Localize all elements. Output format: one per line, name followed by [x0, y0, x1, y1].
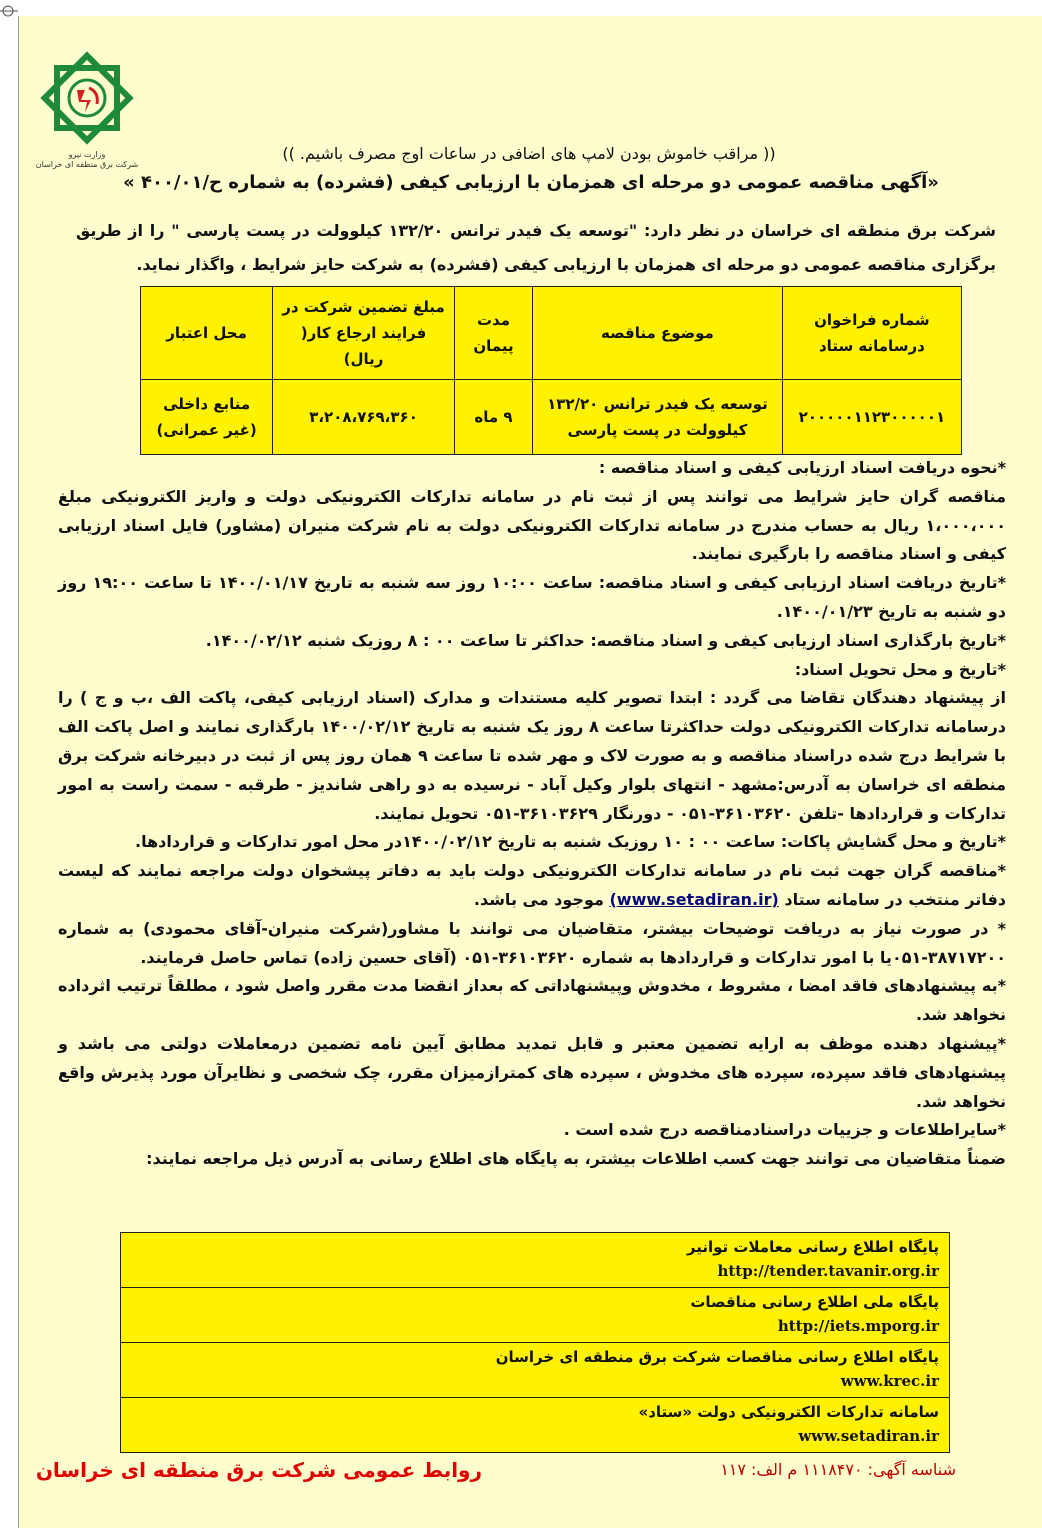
list-item: [121, 1343, 950, 1398]
documents-paragraph: مناقصه گران حایز شرایط می توانند پس از ثبت نام در سامانه تدارکات الکترونیکی دولت و واریز الکترونیکی مبلغ ۱،۰۰۰،۰۰۰ ریال به حساب مندرج در سامانه تدارکات الکترونیکی دولت به نام شرکت منیران (مشاور) فایل اسناد ارزیابی کیفی و اسناد مناقصه را بارگیری نمایند.: [58, 486, 1006, 564]
company-logo: [35, 48, 139, 178]
invalid-bids-paragraph: *به پیشنهادهای فاقد امضا ، مشروط ، مخدوش وپیشنهاداتی که بعداز انقضا مدت مقرر واصل شود ، مطلقاً ترتیب اثرداده نخواهد شد.: [58, 976, 1006, 1025]
list-item: [121, 1233, 950, 1288]
portal-name: پایگاه اطلاع رسانی معاملات توانیر: [686, 1238, 939, 1256]
receive-date-paragraph: *تاریخ دریافت اسناد ارزیابی کیفی و اسناد مناقصه: ساعت ۱۰:۰۰ روز سه شنبه به تاریخ ۱۴۰۰/۰۱/۱۷ تا ساعت ۱۹:۰۰ روز دو شنبه به تاریخ ۱۴۰۰/۰۱/۲۳.: [58, 573, 1007, 621]
notice-body: [58, 454, 1006, 1174]
cell-credit: منابع داخلی (غیر عمرانی): [141, 380, 273, 455]
portals-intro: ضمناً متقاضیان می توانند جهت کسب اطلاعات بیشتر، به پایگاه های اطلاع رسانی به آدرس ذیل مراجعه نمایند:: [146, 1149, 1006, 1169]
portal-name: سامانه تدارکات الکترونیکی دولت «ستاد»: [638, 1403, 939, 1421]
registration-text-end: موجود می باشد.: [473, 889, 610, 909]
cell-number: ۲۰۰۰۰۰۱۱۲۳۰۰۰۰۰۱: [782, 380, 961, 455]
registration-text: *مناقصه گران جهت ثبت نام در سامانه تدارکات الکترونیکی دولت باید به دفاتر پیشخوان دولت مراجعه نمایند که لیست دفاتر منتخب در سامانه ستاد: [58, 861, 1006, 909]
setadiran-link[interactable]: (www.setadiran.ir): [609, 889, 779, 909]
registration-paragraph: [58, 857, 1006, 915]
details-paragraph: *سایراطلاعات و جزییات دراسنادمناقصه درج شده است .: [563, 1120, 1006, 1140]
delivery-heading: *تاریخ و محل تحویل اسناد:: [794, 659, 1006, 679]
guarantee-paragraph: *پیشنهاد دهنده موظف به ارایه تضمین معتبر و قابل تمدید مطابق آیین نامه تضمین درمعاملات دولتی می باشد و پیشنهادهای فاقد سپرده، سپرده های مخدوش ، سپرده های کمترازمیزان مقرر، چک شخصی و نظایرآن مورد پذیرش واقع نخواهد شد.: [58, 1033, 1006, 1111]
notice-title: «آگهی مناقصه عمومی دو مرحله ای همزمان با ارزیابی کیفی (فشرده) به شماره ح/۴۰۰/۰۱ »: [123, 172, 939, 193]
header-subject: موضوع مناقصه: [533, 287, 783, 380]
crosshair-icon: [0, 4, 18, 18]
header-guarantee: مبلغ تضمین شرکت در فرایند ارجاع کار( ریال): [273, 287, 455, 380]
upload-date-paragraph: *تاریخ بارگذاری اسناد ارزیابی کیفی و اسناد مناقصه: حداکثر تا ساعت ۰۰ : ۸ روزیک شنبه ۱۴۰۰/۰۲/۱۲.: [205, 630, 1006, 650]
delivery-paragraph: از پیشنهاد دهندگان تقاضا می گردد : ابتدا تصویر کلیه مستندات و مدارک (اسناد ارزیابی کیفی، پاکت الف ،ب و ج ) را درسامانه تدارکات الکترونیکی دولت حداکثرتا ساعت ۸ روز یک شنبه به تاریخ ۱۴۰۰/۰۲/۱۲ بارگذاری نمایند و اصل پاکت الف با شرایط درج شده دراسناد مناقصه و به صورت لاک و مهر شده تا ساعت ۹ همان روز پس از ثبت در دبیرخانه شرکت برق منطقه ای خراسان به آدرس:مشهد - انتهای بلوار وکیل آباد - نرسیده به دو راهی شاندیز - طرقبه - سمت راست به امور تدارکات و قراردادها -تلفن ۳۶۱۰۳۶۲۰-۰۵۱ - دورنگار ۳۶۱۰۳۶۲۹-۰۵۱ تحویل نمایند.: [58, 688, 1007, 823]
opening-paragraph: *تاریخ و محل گشایش پاکات: ساعت ۰۰ : ۱۰ روزیک شنبه به تاریخ ۱۴۰۰/۰۲/۱۲در محل امور تدارکات و قراردادها.: [135, 832, 1006, 852]
header-credit: محل اعتبار: [141, 287, 273, 380]
cell-guarantee: ۳،۲۰۸،۷۶۹،۳۶۰: [273, 380, 455, 455]
portal-url[interactable]: www.setadiran.ir: [798, 1427, 939, 1445]
logo-emblem-icon: [35, 48, 139, 148]
info-portals-table: [120, 1232, 950, 1453]
cell-subject: توسعه یک فیدر ترانس ۱۳۲/۲۰ کیلوولت در پست پارسی: [533, 380, 783, 455]
intro-paragraph: شرکت برق منطقه ای خراسان در نظر دارد: "توسعه یک فیدر ترانس ۱۳۲/۲۰ کیلوولت در پست پارسی " را از طریق برگزاری مناقصه عمومی دو مرحله ای همزمان با ارزیابی کیفی (فشرده) به شرکت حایز شرایط ، واگذار نماید.: [76, 221, 996, 274]
table-row: [141, 380, 962, 455]
list-item: [121, 1288, 950, 1343]
tender-info-table: [140, 286, 962, 455]
table-header-row: [141, 287, 962, 380]
portal-url[interactable]: http://tender.tavanir.org.ir: [717, 1262, 939, 1280]
list-item: [121, 1398, 950, 1453]
cell-duration: ۹ ماه: [454, 380, 532, 455]
publisher-signature: روابط عمومی شرکت برق منطقه ای خراسان: [35, 1458, 482, 1482]
energy-saving-note: (( مراقب خاموش بودن لامپ های اضافی در ساعات اوج مصرف باشیم. )): [282, 144, 776, 163]
header-number: شماره فراخوان درسامانه ستاد: [782, 287, 961, 380]
ad-identifier: شناسه آگهی: ۱۱۱۸۴۷۰ م الف: ۱۱۷: [720, 1460, 956, 1479]
logo-caption: وزارت نیرو شرکت برق منطقه ای خراسان: [35, 150, 139, 169]
header-duration: مدت پیمان: [454, 287, 532, 380]
documents-heading: *نحوه دریافت اسناد ارزیابی کیفی و اسناد مناقصه :: [598, 458, 1006, 477]
portal-name: پایگاه اطلاع رسانی مناقصات شرکت برق منطقه ای خراسان: [495, 1348, 939, 1366]
contact-paragraph: * در صورت نیاز به دریافت توضیحات بیشتر، متقاضیان می توانند با مشاور(شرکت منیران-آقای محمودی) به شماره ۳۸۷۱۷۲۰۰-۰۵۱یا با امور تدارکات و قراردادها به شماره ۳۶۱۰۳۶۲۰-۰۵۱ (آقای حسین زاده) تماس حاصل فرمایند.: [58, 918, 1006, 967]
tender-notice-page: [18, 16, 1042, 1528]
portal-name: پایگاه ملی اطلاع رسانی مناقصات: [690, 1293, 939, 1311]
portal-url[interactable]: http://iets.mporg.ir: [777, 1317, 939, 1335]
portal-url[interactable]: www.krec.ir: [840, 1372, 939, 1390]
